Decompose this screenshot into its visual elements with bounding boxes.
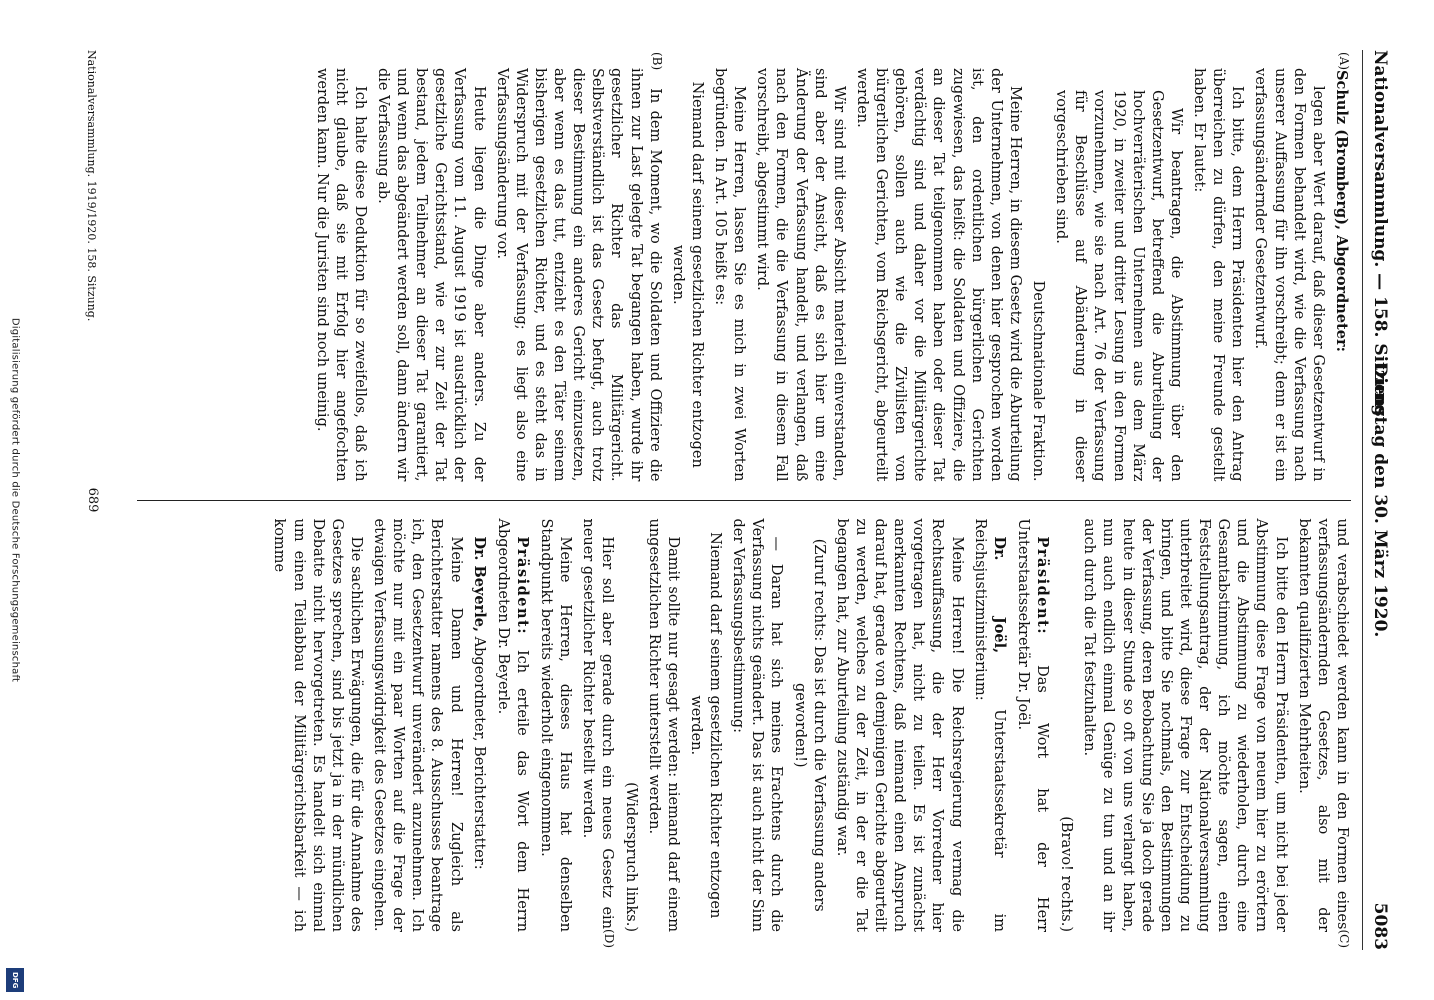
document-page <box>67 20 1407 980</box>
header-center: Dienstag den 30. März 1920. <box>1370 362 1390 638</box>
margin-marker-a: (A) <box>1337 52 1351 71</box>
paragraph: Meine Herren, lassen Sie es mich in zwei Worten begründen. In Art. 105 heißt es: <box>712 68 748 482</box>
page-footer <box>85 50 125 950</box>
paragraph: — Daran hat sich meines Erachtens durch die Verfassung nichts geändert. Das ist auch nicht der Sinn der Verfassungsbestimmung: <box>730 518 785 932</box>
dfg-logo: DFG <box>6 968 24 992</box>
running-head <box>1362 50 1397 950</box>
paragraph: Damit sollte nur gesagt werden: niemand darf einem ungesetzlichen Richter unterstellt werden. <box>645 518 681 932</box>
paragraph: Ich halte diese Deduktion für so zweifellos, daß ich nicht glaube, daß sie mit Erfolg hier angefochten werden kann. Nur die Juristen sind noch uneinig. <box>313 68 368 482</box>
paragraph: Meine Herren, in diesem Gesetz wird die Aburteilung der Unternehmen, von denen hier gesprochen worden ist, den ordentlichen bürgerlichen Gerichten zugewiesen, das heißt: die Soldaten und Offiziere, die an dieser Tat teilgenommen haben oder dieser Tat verdächtig sind und daher vor die Militärgerichte gehören, sollen auch wie die Zivilisten von bürgerlichen Gerichten, vom Reichsgericht, abgeurteilt werden. <box>854 68 1023 482</box>
paragraph: legen aber Wert darauf, daß dieser Gesetzentwurf in den Formen behandelt wird, wie die Verfassung nach unserer Auffassung für ihn vorschreibt; denn er ist ein verfassungsändernder Gesetzentwurf. <box>1252 68 1326 482</box>
paragraph: Die sachlichen Erwägungen, die für die Annahme des Gesetzes sprechen, sind bis jetzt ja in der mündlichen Debatte nicht hervorgetreten. Es handelt sich einmal um einen Teilabbau der Militärgerichtsbarkeit — ich komme <box>271 518 364 932</box>
page-frame <box>40 0 1434 1000</box>
paragraph: Meine Damen und Herren! Zugleich als Berichterstatter namens des 8. Ausschusses beantrage ich, den Gesetzentwurf unverändert anzunehmen. Ich möchte nur mit ein paar Worten auf die Frage der etwaigen Verfassungswidrigkeit des Gesetzes eingehen. <box>371 518 464 932</box>
president-statement: Präsident: Das Wort hat der Herr Unterstaatssekretär Dr. Joël. <box>1015 518 1052 933</box>
paragraph: Heute liegen die Dinge aber anders. Zu der Verfassung vom 11. August 1919 ist ausdrücklich der gesetzliche Gerichtsstand, wie er zur Zeit der Tat bestand, jedem Teilnehmer an dieser Tat garantiert, und wenn das abgeändert werden soll, dann ändern wir die Verfassung ab. <box>375 68 487 482</box>
speaker-joel: Dr. Joël, Unterstaatssekretär im Reichsjustizministerium: <box>971 518 1008 933</box>
paragraph: In dem Moment, wo die Soldaten und Offiziere die ihnen zur Last gelegte Tat begangen haben, wurde ihr gesetzlicher Richter das Militärgericht. Selbstverständlich ist das Gesetz befugt, auch trotz dieser Bestimmung ein anderes Gericht einzusetzen, aber wenn es das tut, entzieht es den Täter seinem bisherigen gesetzlichen Richter, und es steht das in Widerspruch mit der Verfassung; es liegt also eine Verfassungsänderung vor. <box>493 68 663 482</box>
constitution-quote: Niemand darf seinem gesetzlichen Richter entzogen werden. <box>669 81 705 468</box>
interjection: (Widerspruch links.) <box>622 782 639 932</box>
president-statement: Präsident: Ich erteile das Wort dem Herrn Abgeordneten Dr. Beyerle. <box>494 518 531 932</box>
page-number: 689 <box>85 487 100 513</box>
speaker-beyerle: Dr. Beyerle, Abgeordneter, Berichterstatter: <box>470 536 488 870</box>
header-page-number: 5083 <box>1370 902 1390 950</box>
paragraph: Meine Herren, dieses Haus hat denselben Standpunkt bereits wiederholt eingenommen. <box>538 518 574 932</box>
motion-text: Wir beantragen, die Abstimmung über den Gesetzentwurf, betreffend die Aburteilung der hochverräterischen Unternehmen aus dem März 1920, in zweiter und dritter Lesung in den Formen vorzunehmen, wie sie nach Art. 76 der Verfassung für Beschlüsse auf Abänderung in dieser vorgeschrieben sind. <box>1053 90 1184 482</box>
column-right <box>137 500 1351 951</box>
paragraph: Wir sind mit dieser Absicht materiell einverstanden, sind aber der Ansicht, daß es sich hier um eine Änderung der Verfassung handelt, und verlangen, daß nach den Formen, die die Verfassung in diesem Fall vorschreibt, abgestimmt wird. <box>754 68 847 482</box>
digitization-credit <box>0 0 30 1000</box>
paragraph: Meine Herren! Die Reichsregierung vermag die Rechtsauffassung, die der Herr Vorredner hier vorgetragen hat, nicht zu teilen. Es ist zunächst anerkannten Rechtens, daß niemand einen Anspruch darauf hat, gerade von demjenigen Gerichte abgeurteilt zu werden, welches zu der Zeit, in der er die Tat begangen hat, zur Aburteilung zuständig war. <box>833 518 965 932</box>
credit-text: Digitalisierung gefördert durch die Deutsche Forschungsgemeinschaft <box>9 317 21 683</box>
margin-marker-d: (D) <box>602 929 617 948</box>
interjection: (Bravo! rechts.) <box>1058 816 1075 932</box>
text-columns <box>137 50 1351 950</box>
interjection: (Zuruf rechts: Das ist durch die Verfassung anders geworden!) <box>791 538 827 912</box>
constitution-quote: Niemand darf seinem gesetzlichen Richter entzogen werden. <box>688 532 724 919</box>
header-left: Nationalversammlung. — 158. Sitzung. <box>1370 50 1390 423</box>
column-left <box>137 50 1351 500</box>
faction-signature: Deutschnationale Fraktion. <box>1030 280 1047 482</box>
paragraph: Ich bitte den Herrn Präsidenten, um nicht bei jeder Abstimmung diese Frage von neuem hier zu erörtern und die Abstimmung zu wiederholen, durch eine Gesamtabstimmung, ich möchte sagen, einen Feststellungsantrag, der der Nationalversammlung unterbreitet wird, diese Frage zur Entscheidung zu bringen, und bitte Sie nochmals, den Bestimmungen der Verfassung, deren Beobachtung Sie ja doch gerade heute in dieser Stunde so oft von uns verlangt haben, nun auch endlich einmal Genüge zu tun und an ihr auch durch die Tat festzuhalten. <box>1081 518 1289 932</box>
margin-marker-b: (B) <box>649 52 664 71</box>
margin-marker-c: (C) <box>1337 929 1351 948</box>
speaker-intro: Schulz (Bromberg), Abgeordneter: <box>1333 70 1350 352</box>
footer-session-note: Nationalversammlung. 1919/1920. 158. Sitzung. <box>85 50 98 322</box>
paragraph: Ich bitte, dem Herrn Präsidenten hier den Antrag überreichen zu dürfen, den meine Freunde gestellt haben. Er lautet: <box>1191 68 1246 482</box>
paragraph: Hier soll aber gerade durch ein neues Gesetz ein neuer gesetzlicher Richter bestellt werden. <box>580 518 616 930</box>
paragraph: und verabschiedet werden kann in den Formen eines verfassungsändernden Gesetzes, also mit der bekannten qualifizierten Mehrheiten. <box>1295 518 1350 932</box>
